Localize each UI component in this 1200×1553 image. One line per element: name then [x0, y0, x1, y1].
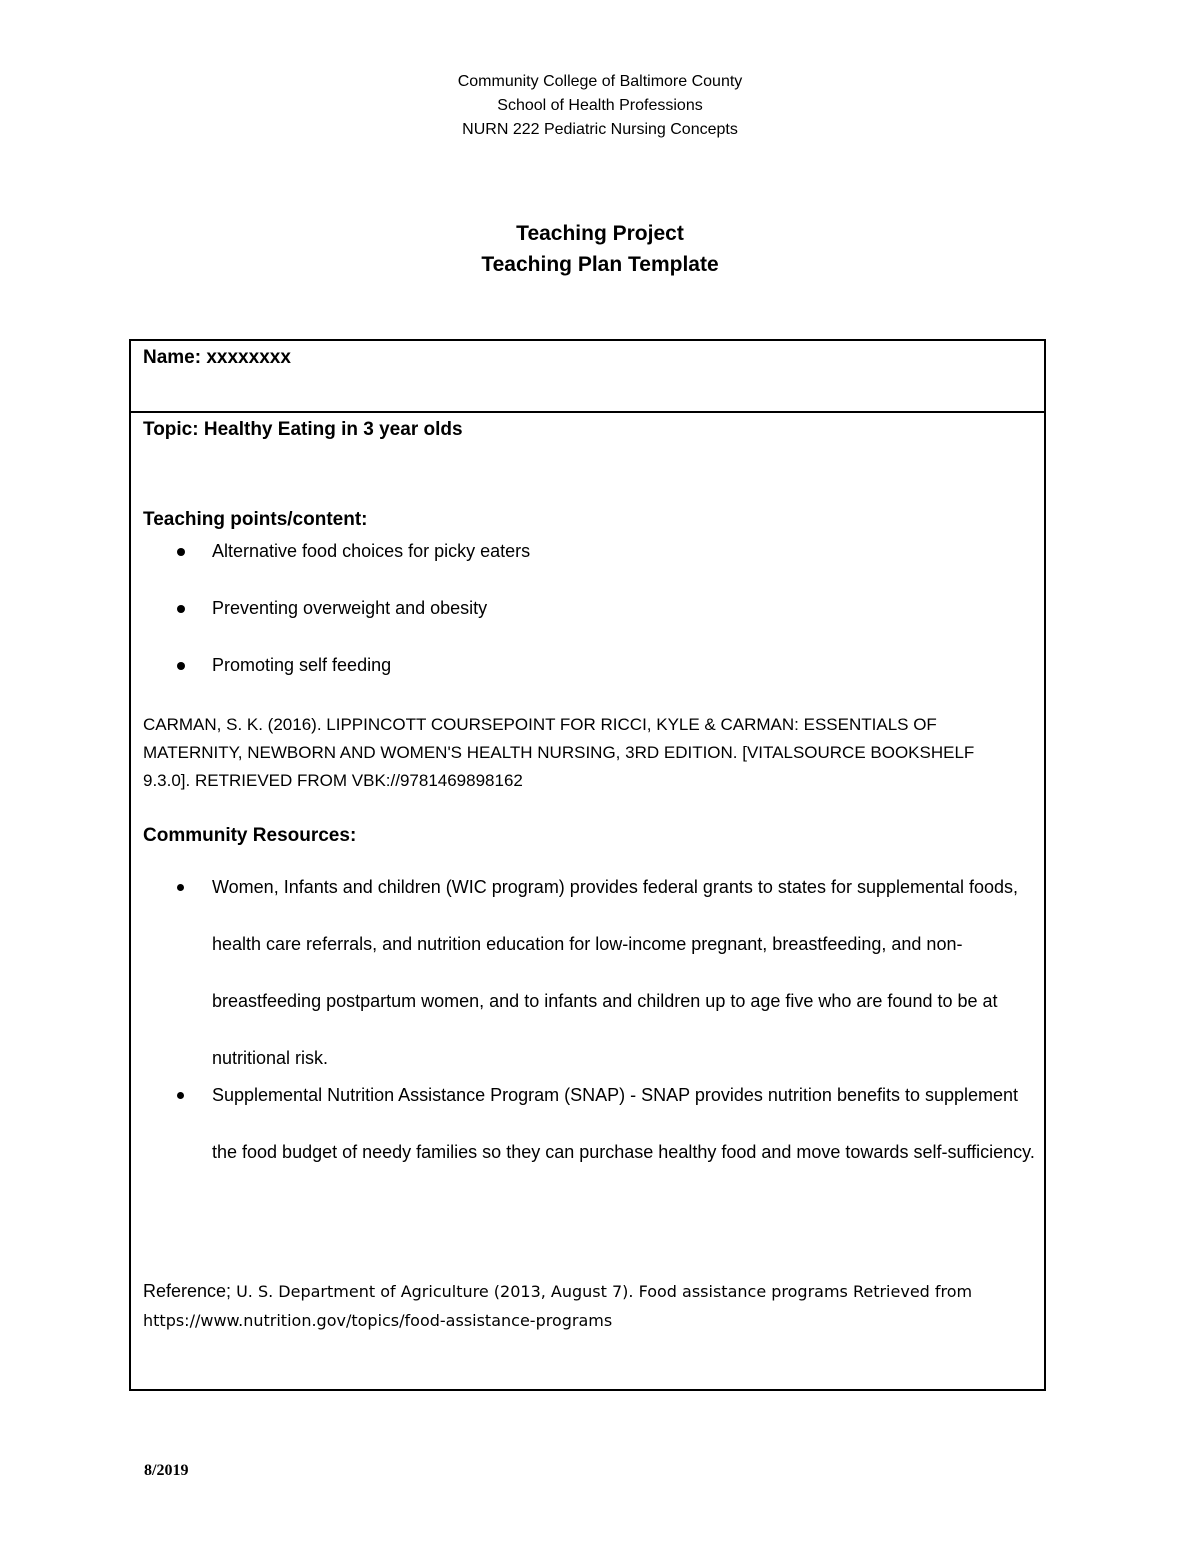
bullet-icon [177, 1092, 184, 1099]
footer-date: 8/2019 [144, 1462, 189, 1479]
title-line-1: Teaching Project [516, 222, 684, 245]
list-item [143, 1067, 1038, 1181]
teaching-point-text: Alternative food choices for picky eaters [212, 541, 531, 561]
community-resource-text: Supplemental Nutrition Assistance Program (SNAP) - SNAP provides nutrition benefits to supplement the food budget of needy families so they can purchase healthy food and move towards self-sufficiency. [212, 1085, 1035, 1162]
bullet-icon [177, 548, 185, 556]
header-course: NURN 222 Pediatric Nursing Concepts [462, 121, 738, 138]
header-school: School of Health Professions [497, 97, 703, 114]
list-item [143, 653, 1023, 710]
list-item [143, 539, 1023, 596]
reference-label: Reference; [143, 1281, 232, 1301]
list-item [143, 859, 1038, 1087]
bullet-icon [177, 662, 185, 670]
name-row [131, 341, 1044, 413]
teaching-points-heading: Teaching points/content: [143, 509, 368, 530]
title-line-2: Teaching Plan Template [481, 253, 719, 276]
header-college: Community College of Baltimore County [457, 73, 743, 90]
reference-block [143, 1277, 1043, 1335]
bullet-icon [177, 884, 184, 891]
topic-field: Topic: Healthy Eating in 3 year olds [143, 419, 463, 440]
document-title [0, 218, 1200, 280]
community-resource-text: Women, Infants and children (WIC program) provides federal grants to states for supplemental foods, health care referrals, and nutrition education for low-income pregnant, breastfeeding, and non-breastfeeding postpartum women, and to infants and children up to age five who are found to be at nutritional risk. [212, 877, 1019, 1068]
teaching-plan-table [129, 339, 1046, 1391]
community-resources-heading: Community Resources: [143, 825, 357, 846]
name-field: Name: xxxxxxxx [143, 347, 291, 368]
reference-text: U. S. Department of Agriculture (2013, August 7). Food assistance programs Retrieved from https://www.nutrition.gov/topics/food-assistance-programs [143, 1282, 973, 1330]
community-resources-list [143, 879, 1038, 1181]
teaching-point-text: Promoting self feeding [212, 655, 392, 675]
content-row [131, 413, 1044, 1389]
bullet-icon [177, 605, 185, 613]
list-item [143, 596, 1023, 653]
textbook-citation: CARMAN, S. K. (2016). LIPPINCOTT COURSEPOINT FOR RICCI, KYLE & CARMAN: ESSENTIALS OF MATERNITY, NEWBORN AND WOMEN'S HEALTH NURSING, 3RD EDITION. [VITALSOURCE BOOKSHELF 9.3.0]. RETRIEVED FROM VBK://9781469898162 [143, 715, 975, 790]
document-header [0, 70, 1200, 142]
teaching-points-list [143, 539, 1023, 710]
teaching-point-text: Preventing overweight and obesity [212, 598, 488, 618]
